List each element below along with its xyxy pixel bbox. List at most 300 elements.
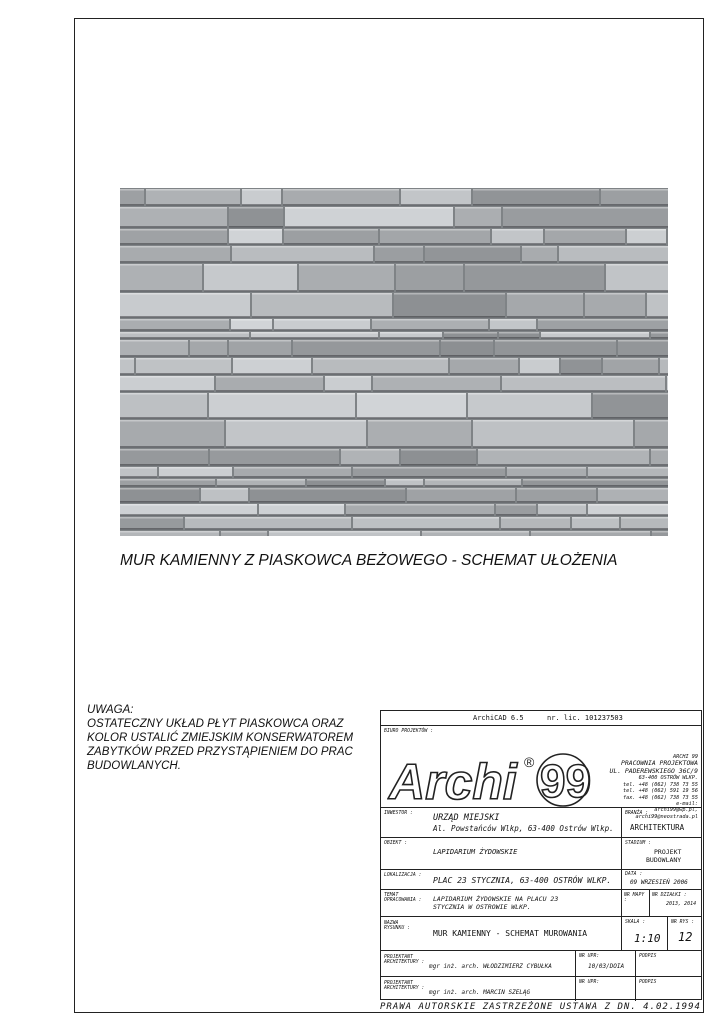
stone-slab-highlight: [283, 189, 399, 191]
stone-slab-highlight: [499, 332, 539, 334]
stone-slab-highlight: [503, 207, 668, 209]
stone-slab-highlight: [357, 393, 466, 395]
stone-slab-highlight: [120, 517, 183, 519]
designer: mgr inż. arch. WŁODZIMIERZ CYBUŁKA: [429, 963, 552, 970]
object-label: OBIEKT :: [384, 841, 408, 846]
designer-sign-label: PODPIS: [639, 954, 657, 959]
stone-slab-shadow: [299, 290, 394, 292]
stone-slab: [401, 189, 471, 205]
stone-slab-shadow: [559, 261, 668, 263]
drawing-caption: MUR KAMIENNY Z PIASKOWCA BEŻOWEGO - SCHEMAT UŁOŻENIA: [120, 552, 618, 569]
stone-slab: [396, 264, 463, 291]
stone-slab-shadow: [520, 373, 559, 375]
drawing-label-1: NAZWA: [384, 921, 399, 926]
stone-slab: [252, 293, 392, 317]
stone-slab-highlight: [250, 488, 405, 490]
stone-slab-highlight: [120, 376, 214, 378]
stone-slab-shadow: [503, 226, 668, 228]
stone-slab-shadow: [380, 243, 490, 245]
stone-slab-shadow: [185, 528, 351, 530]
stone-slab-shadow: [120, 514, 257, 516]
stone-slab-highlight: [652, 531, 668, 533]
stone-slab: [585, 293, 645, 317]
designer-row: [381, 951, 701, 977]
stone-slab-highlight: [561, 358, 601, 360]
stone-slab-highlight: [120, 264, 202, 266]
stone-slab-shadow: [120, 290, 202, 292]
stone-slab-highlight: [660, 358, 668, 360]
stone-slab-shadow: [502, 390, 665, 392]
stone-slab-highlight: [204, 264, 297, 266]
stone-slab-shadow: [229, 243, 282, 245]
stone-slab: [621, 517, 668, 529]
stone-slab-highlight: [523, 479, 668, 481]
stone-slab-shadow: [588, 476, 668, 478]
stone-slab-highlight: [368, 420, 471, 422]
stone-slab-highlight: [209, 393, 355, 395]
assistant-no-label: NR UPR:: [579, 980, 600, 985]
stone-slab-highlight: [120, 332, 249, 334]
stone-slab-highlight: [269, 531, 420, 533]
note: [87, 703, 387, 773]
stone-slab-shadow: [120, 501, 199, 503]
assistant-row: [381, 977, 701, 1001]
stone-slab-shadow: [492, 243, 543, 245]
map-label: NR MAPY :: [624, 893, 645, 903]
subject-line2: STYCZNIA W OSTROWIE WLKP.: [433, 903, 531, 911]
stone-slab-shadow: [120, 337, 249, 339]
stone-wall-texture: [120, 188, 668, 536]
stone-slab-shadow: [478, 464, 649, 466]
stone-slab-highlight: [492, 229, 543, 231]
stone-slab-highlight: [407, 488, 515, 490]
stage-line1: PROJEKT: [654, 848, 682, 856]
stone-slab-shadow: [120, 329, 229, 331]
stone-slab: [507, 293, 583, 317]
stone-slab-highlight: [216, 376, 323, 378]
stone-slab: [120, 229, 227, 244]
stone-slab: [517, 488, 596, 502]
stone-slab-highlight: [190, 340, 227, 342]
stone-slab-shadow: [538, 329, 668, 331]
stone-slab-highlight: [232, 246, 373, 248]
stone-slab-shadow: [386, 485, 423, 487]
drawing-label-2: RYSUNKU :: [384, 926, 410, 931]
stone-slab-shadow: [606, 290, 668, 292]
stone-slab-highlight: [667, 376, 668, 378]
stone-slab: [283, 189, 399, 205]
stage-line2: BUDOWLANY: [646, 856, 682, 864]
stone-slab-highlight: [441, 340, 493, 342]
stone-slab-highlight: [120, 467, 157, 469]
stone-slab-shadow: [120, 390, 214, 392]
stone-slab-highlight: [496, 504, 536, 506]
stone-slab-shadow: [120, 261, 230, 263]
stone-slab-shadow: [201, 501, 248, 503]
stone-slab-highlight: [259, 504, 344, 506]
assistant-label-1: PROJEKTANT: [384, 981, 413, 986]
stone-slab-highlight: [394, 293, 505, 295]
stone-slab-shadow: [250, 501, 405, 503]
stone-slab-highlight: [185, 517, 351, 519]
stone-slab-highlight: [375, 246, 423, 248]
stone-slab-highlight: [401, 189, 471, 191]
stone-slab: [496, 504, 536, 515]
location-row: [381, 870, 701, 890]
note-line: KOLOR USTALIĆ ZMIEJSKIM KONSERWATOREM: [87, 732, 354, 744]
stone-slab: [136, 358, 231, 374]
sheet-cell: [667, 917, 703, 950]
stone-slab: [299, 264, 394, 291]
stone-slab-shadow: [585, 316, 645, 318]
stone-slab-highlight: [229, 207, 283, 209]
stone-slab-highlight: [372, 319, 488, 321]
location-label: LOKALIZACJA :: [384, 873, 422, 878]
stone-slab-shadow: [522, 261, 557, 263]
stone-slab-shadow: [401, 204, 471, 206]
stone-slab-shadow: [252, 316, 392, 318]
stone-slab-highlight: [146, 189, 240, 191]
stone-slab-highlight: [606, 264, 668, 266]
stone-slab: [229, 207, 283, 227]
stone-slab: [401, 449, 476, 465]
stone-slab-highlight: [538, 504, 586, 506]
stone-slab-shadow: [407, 501, 515, 503]
stone-slab: [226, 420, 366, 447]
office-email-label: e-mail:: [676, 801, 698, 808]
scale: 1:10: [634, 932, 661, 945]
stone-slab-highlight: [651, 449, 668, 451]
designer-no-label: NR UPR:: [579, 954, 600, 959]
assistant-label-2: ARCHITEKTURY :: [384, 986, 425, 991]
stone-slab: [201, 488, 248, 502]
stone-slab-highlight: [217, 479, 305, 481]
stone-slab: [618, 340, 668, 356]
stone-slab: [216, 376, 323, 391]
stone-slab-shadow: [353, 476, 505, 478]
stone-slab-highlight: [307, 479, 384, 481]
date-label: DATA :: [625, 872, 643, 877]
stone-slab-shadow: [667, 390, 668, 392]
stone-slab-highlight: [120, 504, 257, 506]
stone-slab: [229, 340, 291, 356]
stone-slab-highlight: [226, 420, 366, 422]
stone-slab-shadow: [473, 204, 599, 206]
stone-slab-shadow: [588, 514, 668, 516]
stone-slab-highlight: [572, 517, 619, 519]
investor-line2: Al. Powstańców Wlkp, 63-400 Ostrów Wlkp.: [433, 824, 614, 833]
stone-slab-highlight: [346, 504, 494, 506]
stone-slab-shadow: [190, 355, 227, 357]
plot-label: NR DZIAŁKI :: [652, 893, 687, 898]
stone-slab: [520, 358, 559, 374]
subject-label-2: OPRACOWANIA :: [384, 898, 422, 903]
stone-slab: [561, 358, 601, 374]
license-number: nr. lic. 101237503: [547, 714, 623, 722]
stone-slab: [441, 340, 493, 356]
stone-slab-shadow: [120, 355, 188, 357]
stone-slab: [284, 229, 378, 244]
stone-slab-shadow: [259, 514, 344, 516]
stone-slab-shadow: [274, 329, 370, 331]
stone-slab-highlight: [541, 332, 649, 334]
stone-slab-highlight: [159, 467, 232, 469]
stone-slab-highlight: [635, 420, 668, 422]
stone-slab: [120, 488, 199, 502]
stone-slab: [407, 488, 515, 502]
stone-slab: [346, 504, 494, 515]
stone-slab-highlight: [293, 340, 439, 342]
stone-slab-highlight: [284, 229, 378, 231]
stone-slab-highlight: [325, 376, 371, 378]
object: LAPIDARIUM ŻYDOWSKIE: [433, 848, 518, 856]
stone-slab-shadow: [120, 485, 215, 487]
stone-slab-shadow: [229, 226, 283, 228]
stone-slab: [373, 376, 500, 391]
investor-row: [381, 808, 701, 838]
office-tel2: tel. +48 (062) 591 19 56: [623, 788, 698, 795]
designer-sign-cell: [635, 951, 703, 976]
stone-slab-shadow: [216, 390, 323, 392]
stone-slab-highlight: [473, 420, 633, 422]
branch-label: BRANŻA :: [625, 811, 649, 816]
stone-slab-highlight: [444, 332, 497, 334]
stone-slab-shadow: [561, 373, 601, 375]
stone-slab-shadow: [229, 355, 291, 357]
assistant-sign-cell: [635, 977, 703, 1001]
stone-slab: [473, 420, 633, 447]
office-tel1: tel. +48 (062) 738 73 55: [623, 781, 698, 788]
stone-slab: [233, 358, 311, 374]
stone-slab-highlight: [450, 358, 518, 360]
stone-slab-shadow: [450, 373, 518, 375]
note-line: OSTATECZNY UKŁAD PŁYT PIASKOWCA ORAZ: [87, 718, 344, 730]
stone-slab-highlight: [531, 531, 650, 533]
stone-slab: [572, 517, 619, 529]
stone-slab-highlight: [234, 467, 351, 469]
location: PLAC 23 STYCZNIA, 63-400 OSTRÓW WLKP.: [433, 876, 612, 885]
stone-slab: [204, 264, 297, 291]
stone-slab-shadow: [495, 355, 616, 357]
stone-wall-photo: [120, 188, 668, 536]
stone-slab-shadow: [499, 337, 539, 339]
stone-slab: [250, 488, 405, 502]
stone-slab: [242, 189, 281, 205]
stone-slab-shadow: [146, 204, 240, 206]
stone-slab: [667, 376, 668, 391]
stone-slab: [293, 340, 439, 356]
scale-cell: [621, 917, 667, 950]
stone-slab: [120, 319, 229, 330]
stone-slab-highlight: [520, 358, 559, 360]
stone-slab-shadow: [120, 528, 183, 530]
stone-slab-shadow: [285, 226, 453, 228]
stone-slab-shadow: [603, 373, 658, 375]
stone-slab-highlight: [507, 467, 586, 469]
stone-slab: [473, 189, 599, 205]
stone-slab-shadow: [159, 476, 232, 478]
stone-slab-shadow: [394, 316, 505, 318]
stone-slab-shadow: [647, 316, 668, 318]
stone-slab-highlight: [242, 189, 281, 191]
stone-slab-shadow: [465, 290, 604, 292]
stone-slab-highlight: [380, 332, 442, 334]
office-fax: fax. +48 (062) 738 73 55: [623, 794, 698, 801]
logo-number: 99: [540, 755, 592, 807]
stone-slab: [455, 207, 501, 227]
stone-slab: [120, 340, 188, 356]
stone-slab-shadow: [120, 204, 144, 206]
assistant-sign-label: PODPIS: [639, 980, 657, 985]
stone-slab: [313, 358, 448, 374]
stone-slab-highlight: [386, 479, 423, 481]
stone-slab-highlight: [120, 488, 199, 490]
stone-slab-shadow: [307, 485, 384, 487]
stone-slab-shadow: [507, 316, 583, 318]
stone-slab-shadow: [598, 501, 668, 503]
object-row: [381, 838, 701, 870]
stage-label: STADIUM :: [625, 841, 651, 846]
stone-slab: [538, 319, 668, 330]
stone-slab-shadow: [120, 243, 227, 245]
stone-slab-shadow: [375, 261, 423, 263]
office-label: BIURO PROJEKTÓW :: [384, 729, 434, 734]
investor-line1: URZĄD MIEJSKI: [433, 813, 500, 823]
plot-cell: [649, 890, 703, 916]
stone-slab-highlight: [593, 393, 668, 395]
stone-slab-shadow: [233, 373, 311, 375]
stone-slab-highlight: [502, 376, 665, 378]
plot: 2013, 2014: [666, 901, 697, 907]
stone-slab-shadow: [627, 243, 666, 245]
stone-slab-shadow: [204, 290, 297, 292]
stone-slab-highlight: [621, 517, 668, 519]
stone-slab-highlight: [120, 393, 207, 395]
stone-slab-shadow: [346, 514, 494, 516]
stone-slab-highlight: [647, 293, 668, 295]
stone-slab: [478, 449, 649, 465]
subject-label-1: TEMAT: [384, 893, 399, 898]
stone-slab: [450, 358, 518, 374]
stone-slab-shadow: [251, 337, 378, 339]
stone-slab-highlight: [425, 246, 520, 248]
stone-slab-highlight: [559, 246, 668, 248]
stone-slab: [598, 488, 668, 502]
stone-slab-shadow: [325, 390, 371, 392]
stone-slab-shadow: [651, 464, 668, 466]
stone-slab-highlight: [603, 358, 658, 360]
stone-slab-shadow: [621, 528, 668, 530]
stone-slab: [651, 449, 668, 465]
stone-slab: [120, 264, 202, 291]
stone-slab-shadow: [373, 390, 500, 392]
stone-slab: [503, 207, 668, 227]
stone-slab: [603, 358, 658, 374]
stone-slab: [660, 358, 668, 374]
stone-slab: [146, 189, 240, 205]
stone-slab: [274, 319, 370, 330]
office-line2: UL. PADEREWSKIEGO 36C/9: [609, 766, 698, 775]
stone-slab: [468, 393, 591, 418]
stone-slab: [425, 246, 520, 262]
stone-slab-shadow: [226, 446, 366, 448]
logo-text: Archi: [389, 754, 517, 807]
stone-slab-highlight: [538, 319, 668, 321]
stone-slab-shadow: [538, 514, 586, 516]
stone-slab-highlight: [522, 246, 557, 248]
stone-slab-shadow: [541, 337, 649, 339]
stone-slab-highlight: [598, 488, 668, 490]
stone-slab: [190, 340, 227, 356]
stone-slab-shadow: [572, 528, 619, 530]
stone-slab-shadow: [593, 417, 668, 419]
stone-slab-shadow: [517, 501, 596, 503]
stone-slab-highlight: [274, 319, 370, 321]
stone-slab-shadow: [242, 204, 281, 206]
stone-slab-shadow: [444, 337, 497, 339]
office-email: archi99@wp.pl, archi99@neostrada.pl: [635, 807, 698, 820]
stone-slab-highlight: [233, 358, 311, 360]
stone-slab-shadow: [425, 485, 521, 487]
stone-slab-highlight: [588, 504, 668, 506]
stone-slab: [606, 264, 668, 291]
stone-slab: [120, 189, 144, 205]
stone-slab-highlight: [229, 229, 282, 231]
sheet-label: NR RYS :: [671, 920, 695, 925]
investor-label: INWESTOR :: [384, 811, 413, 816]
stone-slab-shadow: [372, 329, 488, 331]
stone-slab-highlight: [401, 449, 476, 451]
stone-slab-highlight: [651, 332, 668, 334]
subject-row: [381, 890, 701, 917]
office-line3: 63-400 OSTRÓW WLKP.: [638, 775, 698, 782]
stone-slab: [357, 393, 466, 418]
stone-slab-highlight: [465, 264, 604, 266]
stone-slab: [120, 420, 224, 447]
stone-slab: [627, 229, 666, 244]
designer-no: 10/03/DOIA: [588, 963, 625, 970]
stone-slab: [120, 293, 250, 317]
stone-slab: [120, 449, 208, 465]
stone-slab-shadow: [217, 485, 305, 487]
stone-slab-highlight: [120, 340, 188, 342]
stone-slab-shadow: [120, 417, 207, 419]
stone-slab-highlight: [120, 207, 227, 209]
stone-slab: [593, 393, 668, 418]
software-row: [381, 711, 701, 726]
stone-slab-shadow: [618, 355, 668, 357]
stone-slab-shadow: [660, 373, 668, 375]
stone-slab-shadow: [357, 417, 466, 419]
stone-slab: [588, 504, 668, 515]
stone-slab-shadow: [120, 476, 157, 478]
stone-slab: [545, 229, 625, 244]
stone-slab-shadow: [353, 528, 499, 530]
stone-slab: [372, 319, 488, 330]
stone-slab-shadow: [341, 464, 399, 466]
stone-slab: [502, 376, 665, 391]
stone-slab-highlight: [627, 229, 666, 231]
stone-slab: [538, 504, 586, 515]
stone-slab-shadow: [120, 316, 250, 318]
stone-slab-shadow: [401, 464, 476, 466]
stone-slab: [120, 207, 227, 227]
stone-slab: [231, 319, 272, 330]
stone-slab-shadow: [425, 261, 520, 263]
stone-slab-highlight: [229, 340, 291, 342]
stone-slab: [120, 246, 230, 262]
stone-slab-shadow: [313, 373, 448, 375]
